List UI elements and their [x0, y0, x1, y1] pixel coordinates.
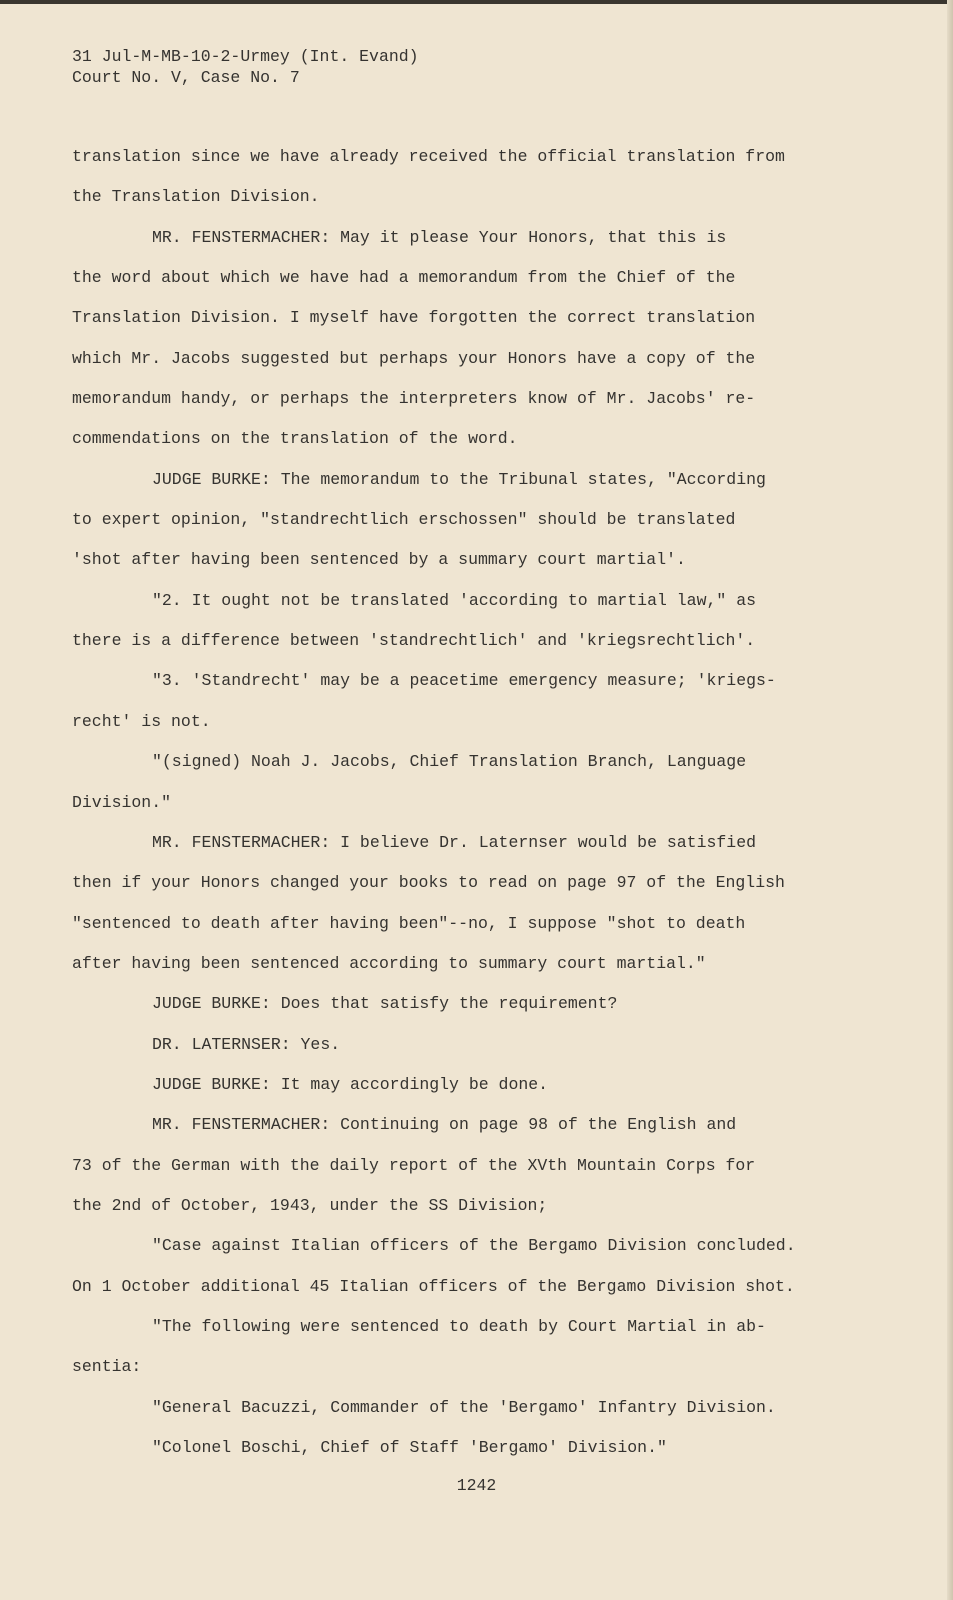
text-line: memorandum handy, or perhaps the interpreters know of Mr. Jacobs' re-	[72, 389, 756, 409]
text-line: 'shot after having been sentenced by a summary court martial'.	[72, 550, 686, 570]
text-line: Translation Division. I myself have forgotten the correct translation	[72, 308, 756, 328]
transcript-body	[72, 146, 796, 1477]
text-line: the Translation Division.	[72, 187, 320, 207]
text-line: after having been sentenced according to summary court martial."	[72, 953, 706, 973]
scan-right-edge	[947, 0, 953, 1600]
text-line: DR. LATERNSER: Yes.	[152, 1034, 341, 1054]
text-line: "Case against Italian officers of the Bergamo Division concluded.	[152, 1236, 796, 1256]
text-line: to expert opinion, "standrechtlich erschossen" should be translated	[72, 510, 736, 530]
text-line: translation since we have already received the official translation from	[72, 147, 785, 166]
text-line: there is a difference between 'standrechtlich' and 'kriegsrechtlich'.	[72, 631, 756, 651]
text-line: MR. FENSTERMACHER: Continuing on page 98 of the English and	[152, 1115, 737, 1135]
text-line: "sentenced to death after having been"--no, I suppose "shot to death	[72, 913, 746, 933]
text-line: then if your Honors changed your books to read on page 97 of the English	[72, 873, 785, 893]
text-line: Division."	[72, 792, 172, 812]
text-line: JUDGE BURKE: Does that satisfy the requirement?	[152, 994, 618, 1014]
text-line: which Mr. Jacobs suggested but perhaps your Honors have a copy of the	[72, 348, 756, 368]
text-line: "3. 'Standrecht' may be a peacetime emergency measure; 'kriegs-	[152, 671, 776, 691]
text-line: "2. It ought not be translated 'according to martial law," as	[152, 590, 756, 610]
text-line: On 1 October additional 45 Italian officers of the Bergamo Division shot.	[72, 1276, 795, 1296]
text-line: "(signed) Noah J. Jacobs, Chief Translation Branch, Language	[152, 752, 747, 772]
text-line: "Colonel Boschi, Chief of Staff 'Bergamo' Division."	[152, 1438, 667, 1457]
text-line: MR. FENSTERMACHER: I believe Dr. Laternser would be satisfied	[152, 832, 756, 852]
text-line: "General Bacuzzi, Commander of the 'Bergamo' Infantry Division.	[152, 1397, 776, 1417]
text-line: commendations on the translation of the word.	[72, 429, 518, 449]
text-line: 73 of the German with the daily report of the XVth Mountain Corps for	[72, 1155, 756, 1175]
text-line: "The following were sentenced to death by Court Martial in ab-	[152, 1316, 766, 1336]
text-line: the 2nd of October, 1943, under the SS Division;	[72, 1195, 548, 1215]
header-line-1: 31 Jul-M-MB-10-2-Urmey (Int. Evand)	[72, 47, 419, 66]
text-line: sentia:	[72, 1357, 142, 1377]
header-line-2: Court No. V, Case No. 7	[72, 68, 300, 87]
text-line: the word about which we have had a memorandum from the Chief of the	[72, 268, 736, 288]
text-line: JUDGE BURKE: The memorandum to the Tribunal states, "According	[152, 469, 766, 489]
text-line: JUDGE BURKE: It may accordingly be done.	[152, 1074, 549, 1094]
text-line: MR. FENSTERMACHER: May it please Your Honors, that this is	[152, 227, 727, 247]
text-line: recht' is not.	[72, 711, 211, 731]
document-header	[72, 46, 419, 88]
page-number: 1242	[456, 1476, 497, 1495]
scan-top-edge	[0, 0, 953, 4]
